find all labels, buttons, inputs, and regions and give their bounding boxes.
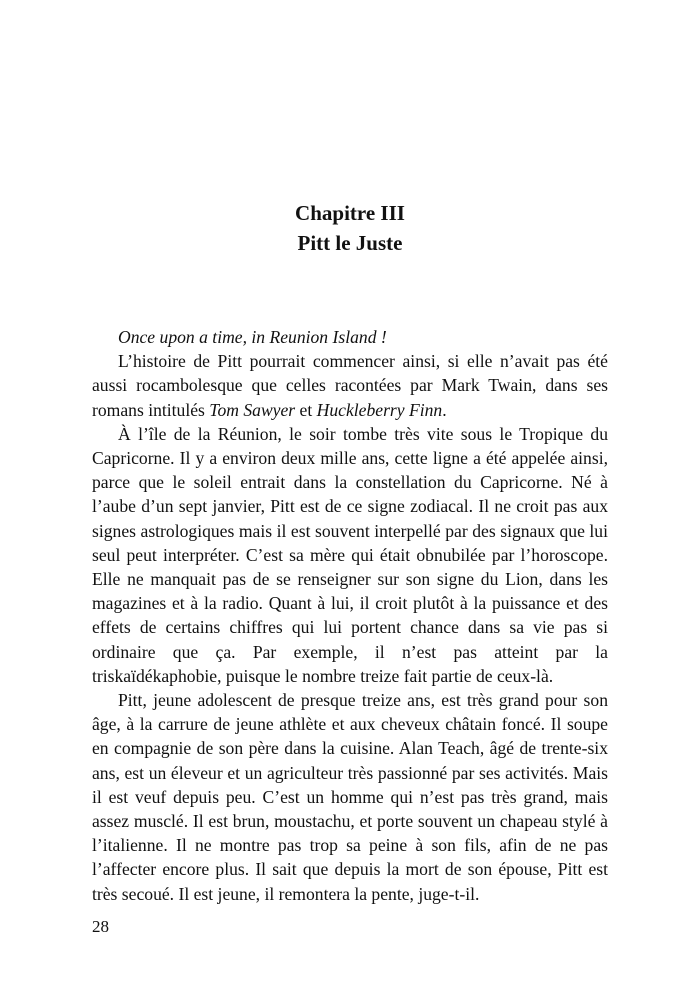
paragraph-1 (92, 325, 608, 349)
paragraph-4: Pitt, jeune adolescent de presque treize ans, est très grand pour son âge, à la carrure de jeune athlète et aux cheveux châtain foncé. Il soupe en compagnie de son père dans la cuisine. Alan Teach, âgé de trente-six ans, est un éleveur et un agriculteur très passionné par ses activités. Mais il est veuf depuis peu. C’est un homme qui n’est pas très grand, mais assez musclé. Il est brun, moustachu, et porte souvent un chapeau stylé à l’italienne. Il ne montre pas trop sa peine à son fils, afin de ne pas l’affecter encore plus. Il sait que depuis la mort de son épouse, Pitt est très secoué. Il est jeune, il remontera la pente, juge-t-il. (92, 690, 608, 904)
chapter-body (92, 325, 608, 906)
paragraph-2 (92, 349, 608, 422)
book-title-huckleberry-finn: Huckleberry Finn (316, 399, 443, 420)
book-title-tom-sawyer: Tom Sawyer (209, 399, 296, 420)
chapter-number: Chapitre III (295, 201, 405, 225)
paragraph-3: À l’île de la Réunion, le soir tombe très vite sous le Tropique du Capricorne. Il y a environ deux mille ans, cette ligne a été appelée ainsi, parce que le soleil entrait dans la constellation du Capricorne. Né à l’aube d’un sept janvier, Pitt est de ce signe zodiacal. Il ne croit pas aux signes astrologiques mais il est souvent interpellé par des signaux que lui seul peut interpréter. C’est sa mère qui était obnubilée par l’horoscope. Elle ne manquait pas de se renseigner sur son signe du Lion, dans les magazines et à la radio. Quant à lui, il croit plutôt à la puissance et des effets de certains chiffres qui lui portent chance dans sa vie pas si ordinaire que ça. Par exemple, il n’est pas atteint par la triskaïdékaphobie, puisque le nombre treize fait partie de ceux-là. (92, 423, 608, 686)
page-number: 28 (92, 917, 109, 936)
paragraph-2-text-a: L’histoire de Pitt pourrait commencer ainsi, si elle n’avait pas été aussi rocambolesque que celles racontées par Mark Twain, dans ses romans intitulés (92, 351, 608, 420)
chapter-title: Pitt le Juste (297, 231, 403, 255)
chapter-heading (0, 198, 700, 258)
paragraph-2-text-b: et (295, 399, 317, 420)
opening-line: Once upon a time, in Reunion Island ! (118, 327, 387, 347)
paragraph-2-text-c: . (442, 399, 447, 420)
